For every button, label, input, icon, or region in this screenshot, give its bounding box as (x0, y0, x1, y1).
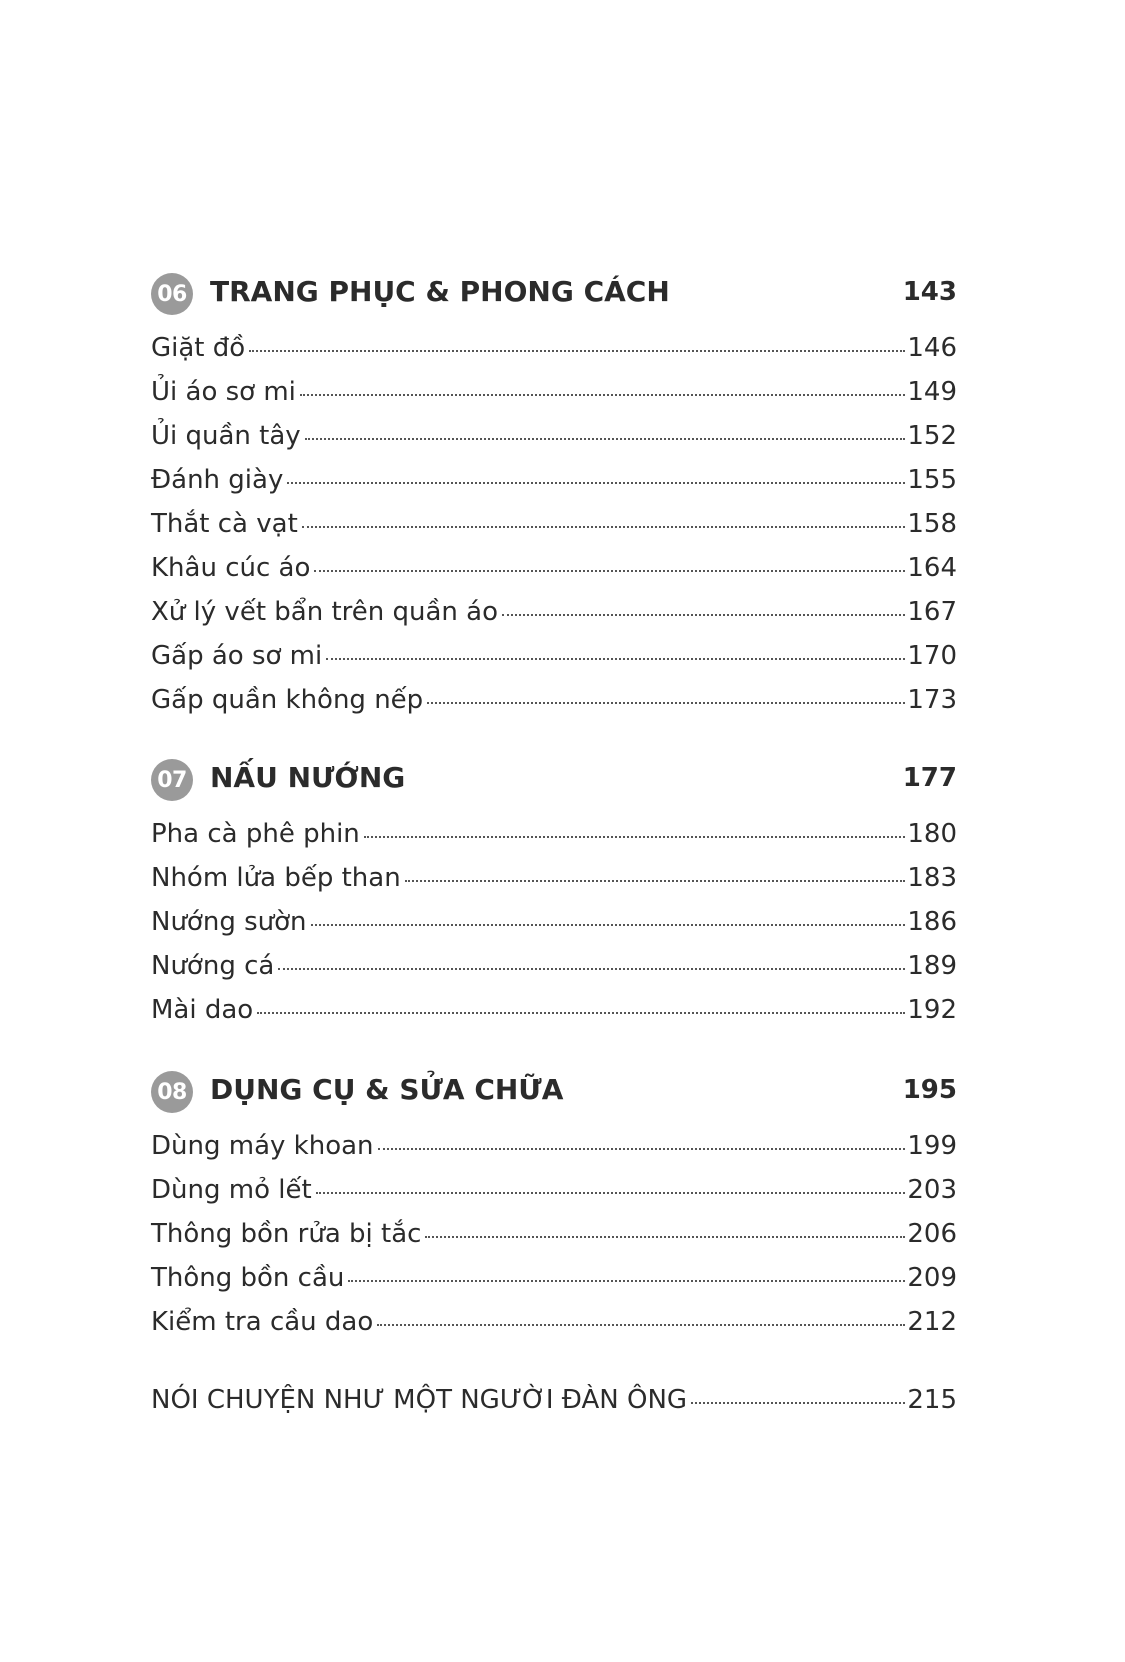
toc-entry[interactable] (151, 1307, 957, 1351)
dot-leader (278, 968, 905, 970)
entry-label: Kiểm tra cầu dao (151, 1307, 374, 1337)
dot-leader (326, 658, 905, 660)
entry-label: Ủi áo sơ mi (151, 377, 296, 407)
section-number-badge: 08 (151, 1071, 193, 1113)
toc-section-08 (151, 1069, 957, 1351)
toc-entry[interactable] (151, 553, 957, 597)
dot-leader (305, 438, 906, 440)
dot-leader (300, 394, 905, 396)
dot-leader (348, 1280, 905, 1282)
section-page-number: 177 (902, 763, 957, 793)
section-entries (151, 819, 957, 1039)
toc-entry[interactable] (151, 863, 957, 907)
toc-entry[interactable] (151, 1131, 957, 1175)
entry-label: NÓI CHUYỆN NHƯ MỘT NGƯỜI ĐÀN ÔNG (151, 1385, 688, 1415)
section-header (151, 1069, 957, 1117)
entry-label: Đánh giày (151, 465, 284, 495)
entry-label: Pha cà phê phin (151, 819, 360, 849)
entry-label: Giặt đồ (151, 333, 246, 363)
entry-label: Xử lý vết bẩn trên quần áo (151, 597, 499, 627)
toc-closing (151, 1385, 957, 1429)
dot-leader (377, 1324, 905, 1326)
entry-label: Dùng mỏ lết (151, 1175, 312, 1205)
section-entries (151, 1131, 957, 1351)
dot-leader (405, 880, 906, 882)
entry-page: 167 (907, 597, 957, 627)
entry-label: Thông bồn cầu (151, 1263, 345, 1293)
entry-label: Nhóm lửa bếp than (151, 863, 401, 893)
toc-entry[interactable] (151, 1175, 957, 1219)
entry-page: 209 (907, 1263, 957, 1293)
entry-page: 183 (907, 863, 957, 893)
entry-page: 164 (907, 553, 957, 583)
entry-label: Gấp áo sơ mi (151, 641, 323, 671)
entry-label: Ủi quần tây (151, 421, 301, 451)
section-entries (151, 333, 957, 729)
toc-entry[interactable] (151, 1219, 957, 1263)
entry-label: Gấp quần không nếp (151, 685, 424, 715)
dot-leader (257, 1012, 905, 1014)
dot-leader (425, 1236, 905, 1238)
section-title: DỤNG CỤ & SỬA CHỮA (210, 1073, 564, 1106)
toc-section-07 (151, 757, 957, 1039)
toc-entry[interactable] (151, 995, 957, 1039)
toc-entry[interactable] (151, 819, 957, 863)
dot-leader (311, 924, 906, 926)
dot-leader (287, 482, 905, 484)
section-number-badge: 06 (151, 273, 193, 315)
dot-leader (378, 1148, 906, 1150)
entry-label: Thông bồn rửa bị tắc (151, 1219, 422, 1249)
dot-leader (249, 350, 905, 352)
toc-entry-closing[interactable] (151, 1385, 957, 1429)
dot-leader (364, 836, 906, 838)
entry-page: 199 (907, 1131, 957, 1161)
section-header (151, 757, 957, 805)
entry-page: 149 (907, 377, 957, 407)
entry-label: Dùng máy khoan (151, 1131, 374, 1161)
entry-page: 186 (907, 907, 957, 937)
entry-page: 180 (907, 819, 957, 849)
dot-leader (691, 1402, 905, 1404)
toc-entry[interactable] (151, 1263, 957, 1307)
entry-label: Khâu cúc áo (151, 553, 311, 583)
entry-page: 170 (907, 641, 957, 671)
section-title: NẤU NƯỚNG (210, 761, 406, 794)
section-page-number: 143 (902, 277, 957, 307)
dot-leader (502, 614, 905, 616)
toc-entry[interactable] (151, 951, 957, 995)
dot-leader (302, 526, 906, 528)
entry-label: Thắt cà vạt (151, 509, 298, 539)
section-header (151, 271, 957, 319)
entry-label: Nướng cá (151, 951, 275, 981)
dot-leader (316, 1192, 906, 1194)
entry-page: 158 (907, 509, 957, 539)
toc-section-06 (151, 271, 957, 729)
section-page-number: 195 (902, 1075, 957, 1105)
entry-page: 152 (907, 421, 957, 451)
entry-label: Mài dao (151, 995, 254, 1025)
toc-entry[interactable] (151, 597, 957, 641)
section-title: TRANG PHỤC & PHONG CÁCH (210, 275, 670, 308)
entry-page: 192 (907, 995, 957, 1025)
entry-page: 173 (907, 685, 957, 715)
toc-entry[interactable] (151, 641, 957, 685)
toc-entry[interactable] (151, 421, 957, 465)
entry-label: Nướng sườn (151, 907, 307, 937)
entry-page: 212 (907, 1307, 957, 1337)
entry-page: 146 (907, 333, 957, 363)
toc-entry[interactable] (151, 907, 957, 951)
entry-page: 155 (907, 465, 957, 495)
dot-leader (314, 570, 905, 572)
dot-leader (427, 702, 905, 704)
toc-entry[interactable] (151, 333, 957, 377)
entry-page: 189 (907, 951, 957, 981)
entry-page: 203 (907, 1175, 957, 1205)
toc-entry[interactable] (151, 465, 957, 509)
entry-page: 206 (907, 1219, 957, 1249)
toc-entry[interactable] (151, 509, 957, 553)
entry-page: 215 (907, 1385, 957, 1415)
section-number-badge: 07 (151, 759, 193, 801)
toc-entry[interactable] (151, 377, 957, 421)
toc-entry[interactable] (151, 685, 957, 729)
